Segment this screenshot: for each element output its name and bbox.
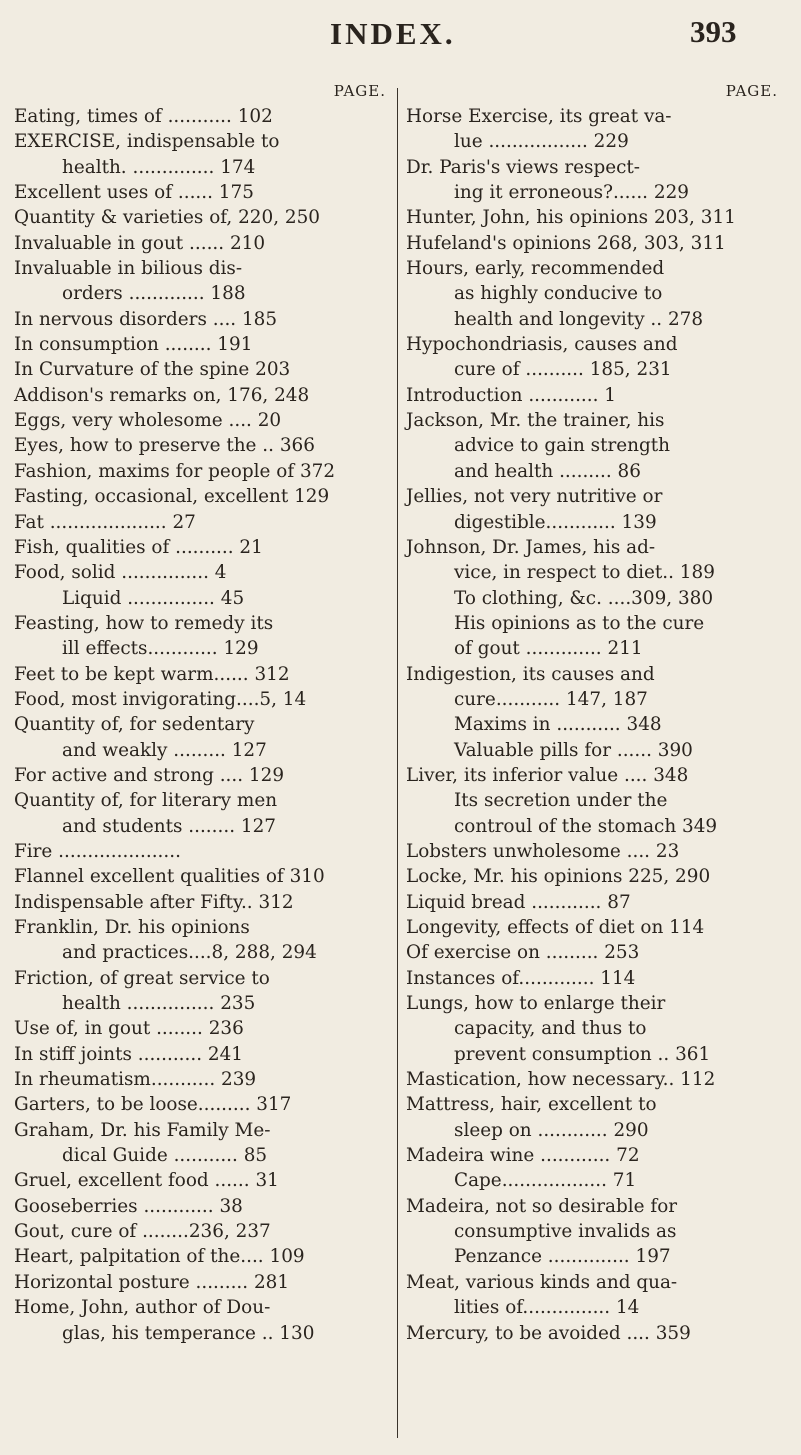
index-entry-line: Food, solid ............... 4: [14, 562, 227, 584]
page-column-label: PAGE.: [333, 82, 386, 100]
index-entry-line: In consumption ........ 191: [14, 334, 253, 356]
index-entry-line: Feasting, how to remedy its: [14, 612, 274, 634]
index-entry-line: and health ......... 86: [454, 460, 641, 482]
index-entry-line: Valuable pills for ...... 390: [454, 739, 693, 761]
index-entry-line: consumptive invalids as: [454, 1221, 677, 1243]
index-entry-line: In stiff joints ........... 241: [14, 1043, 244, 1065]
index-entry-line: Home, John, author of Dou-: [14, 1297, 271, 1319]
index-entry-line: Gout, cure of ........236, 237: [14, 1221, 271, 1243]
index-entry-line: Longevity, effects of diet on 114: [406, 917, 705, 938]
index-entry-line: Liver, its inferior value .... 348: [406, 764, 689, 786]
index-entry-line: Jackson, Mr. the trainer, his: [406, 410, 665, 432]
index-entry-line: Liquid ............... 45: [62, 587, 245, 609]
index-entry-line: Johnson, Dr. James, his ad-: [406, 536, 656, 558]
index-entry-line: as highly conducive to: [454, 283, 663, 305]
index-entry-line: Gooseberries ............ 38: [14, 1195, 243, 1217]
right-index-column: [406, 82, 782, 1437]
index-entry-line: Hours, early, recommended: [406, 258, 665, 280]
index-entry-line: and students ........ 127: [62, 815, 276, 837]
index-entry-line: Mattress, hair, excellent to: [406, 1094, 657, 1116]
left-entry-list: [14, 104, 390, 1346]
index-entry-line: Food, most invigorating....5, 14: [14, 688, 307, 710]
index-entry-line: Invaluable in gout ...... 210: [14, 232, 266, 254]
index-entry-line: Horizontal posture ......... 281: [14, 1271, 290, 1293]
index-entry-line: digestible............ 139: [454, 511, 657, 533]
index-entry-line: health ............... 235: [62, 993, 256, 1015]
page-number: 393: [690, 14, 737, 49]
index-entry-line: Horse Exercise, its great va-: [406, 106, 672, 127]
index-entry-line: glas, his temperance .. 130: [62, 1322, 315, 1344]
index-entry-line: Feet to be kept warm...... 312: [14, 663, 290, 685]
index-entry-line: EXERCISE, indispensable to: [14, 131, 280, 153]
index-entry-line: and practices....8, 288, 294: [62, 942, 317, 964]
index-entry-line: Hufeland's opinions 268, 303, 311: [406, 232, 726, 254]
index-entry-line: of gout ............. 211: [454, 638, 643, 660]
index-entry-line: Graham, Dr. his Family Me-: [14, 1119, 271, 1141]
index-entry-line: Mercury, to be avoided .... 359: [406, 1322, 691, 1344]
index-entry-line: cure of .......... 185, 231: [454, 359, 672, 381]
index-entry-line: Fire .....................: [14, 840, 181, 862]
index-entry-line: and weakly ......... 127: [62, 739, 267, 761]
index-entry-line: prevent consumption .. 361: [454, 1043, 711, 1065]
index-entry-line: Madeira, not so desirable for: [406, 1195, 678, 1217]
index-entry-line: dical Guide ........... 85: [62, 1145, 268, 1167]
index-entry-line: Lobsters unwholesome .... 23: [406, 840, 680, 862]
index-entry-line: Hypochondriasis, causes and: [406, 334, 678, 356]
index-entry-line: Quantity of, for sedentary: [14, 714, 255, 736]
index-entry-line: Eggs, very wholesome .... 20: [14, 410, 282, 432]
left-index-column: [14, 82, 390, 1437]
index-entry-line: health. .............. 174: [62, 156, 256, 178]
index-entry-line: Fasting, occasional, excellent 129: [14, 486, 330, 508]
index-entry-line: lue ................. 229: [454, 131, 629, 153]
index-entry-line: Dr. Paris's views respect-: [406, 156, 641, 178]
index-entry-line: Garters, to be loose......... 317: [14, 1094, 292, 1116]
column-divider: [397, 88, 398, 1438]
index-entry-line: Lungs, how to enlarge their: [406, 993, 666, 1015]
index-entry-line: Mastication, how necessary.. 112: [406, 1069, 716, 1091]
index-entry-line: Eyes, how to preserve the .. 366: [14, 435, 315, 457]
index-entry-line: Maxims in ........... 348: [454, 714, 662, 736]
index-entry-line: Indigestion, its causes and: [406, 663, 655, 685]
index-entry-line: cure........... 147, 187: [454, 688, 648, 710]
index-entry-line: Madeira wine ............ 72: [406, 1145, 640, 1167]
index-entry-line: Instances of............. 114: [406, 967, 636, 989]
index-entry-line: Fat .................... 27: [14, 511, 196, 533]
page-header: [0, 10, 801, 70]
index-entry-line: Fish, qualities of .......... 21: [14, 536, 263, 558]
index-entry-line: Of exercise on ......... 253: [406, 942, 640, 964]
index-entry-line: For active and strong .... 129: [14, 764, 285, 786]
index-entry-line: Use of, in gout ........ 236: [14, 1018, 244, 1040]
index-entry-line: Excellent uses of ...... 175: [14, 182, 254, 204]
index-entry-line: Its secretion under the: [454, 790, 668, 812]
index-entry-line: capacity, and thus to: [454, 1018, 647, 1040]
index-entry-line: Friction, of great service to: [14, 967, 270, 989]
index-entry-line: Addison's remarks on, 176, 248: [14, 384, 310, 406]
index-entry-line: controul of the stomach 349: [454, 815, 718, 837]
index-entry-line: To clothing, &c. ....309, 380: [454, 587, 714, 609]
index-entry-line: Indispensable after Fifty.. 312: [14, 891, 294, 913]
index-entry-line: ill effects............ 129: [62, 638, 259, 660]
index-entry-line: Franklin, Dr. his opinions: [14, 917, 250, 938]
page-column-label: PAGE.: [725, 82, 778, 100]
index-entry-line: Heart, palpitation of the.... 109: [14, 1246, 305, 1268]
index-entry-line: Meat, various kinds and qua-: [406, 1271, 678, 1293]
index-entry-line: Cape.................. 71: [454, 1170, 637, 1192]
index-entry-line: Liquid bread ............ 87: [406, 891, 631, 913]
index-entry-line: In nervous disorders .... 185: [14, 308, 278, 330]
index-entry-line: vice, in respect to diet.. 189: [454, 562, 715, 584]
index-entry-line: advice to gain strength: [454, 435, 671, 457]
index-entry-line: sleep on ............ 290: [454, 1119, 649, 1141]
index-entry-line: In Curvature of the spine 203: [14, 359, 291, 381]
index-entry-line: Jellies, not very nutritive or: [406, 486, 663, 508]
index-entry-line: Invaluable in bilious dis-: [14, 258, 243, 280]
index-entry-line: In rheumatism........... 239: [14, 1069, 257, 1091]
right-entry-list: [406, 104, 782, 1346]
index-entry-line: lities of............... 14: [454, 1297, 640, 1319]
index-entry-line: His opinions as to the cure: [454, 612, 705, 634]
index-entry-line: health and longevity .. 278: [454, 308, 704, 330]
index-entry-line: Quantity of, for literary men: [14, 790, 278, 812]
index-entry-line: orders ............. 188: [62, 283, 246, 305]
index-entry-line: Flannel excellent qualities of 310: [14, 866, 325, 888]
index-entry-line: Eating, times of ........... 102: [14, 106, 273, 127]
index-entry-line: Hunter, John, his opinions 203, 311: [406, 207, 736, 229]
index-entry-line: Locke, Mr. his opinions 225, 290: [406, 866, 711, 888]
index-entry-line: ing it erroneous?...... 229: [454, 182, 689, 204]
index-entry-line: Introduction ............ 1: [406, 384, 617, 406]
index-entry-line: Fashion, maxims for people of 372: [14, 460, 336, 482]
index-entry-line: Quantity & varieties of, 220, 250: [14, 207, 321, 229]
index-entry-line: Gruel, excellent food ...... 31: [14, 1170, 279, 1192]
index-entry-line: Penzance .............. 197: [454, 1246, 671, 1268]
page-title: INDEX.: [330, 16, 456, 51]
